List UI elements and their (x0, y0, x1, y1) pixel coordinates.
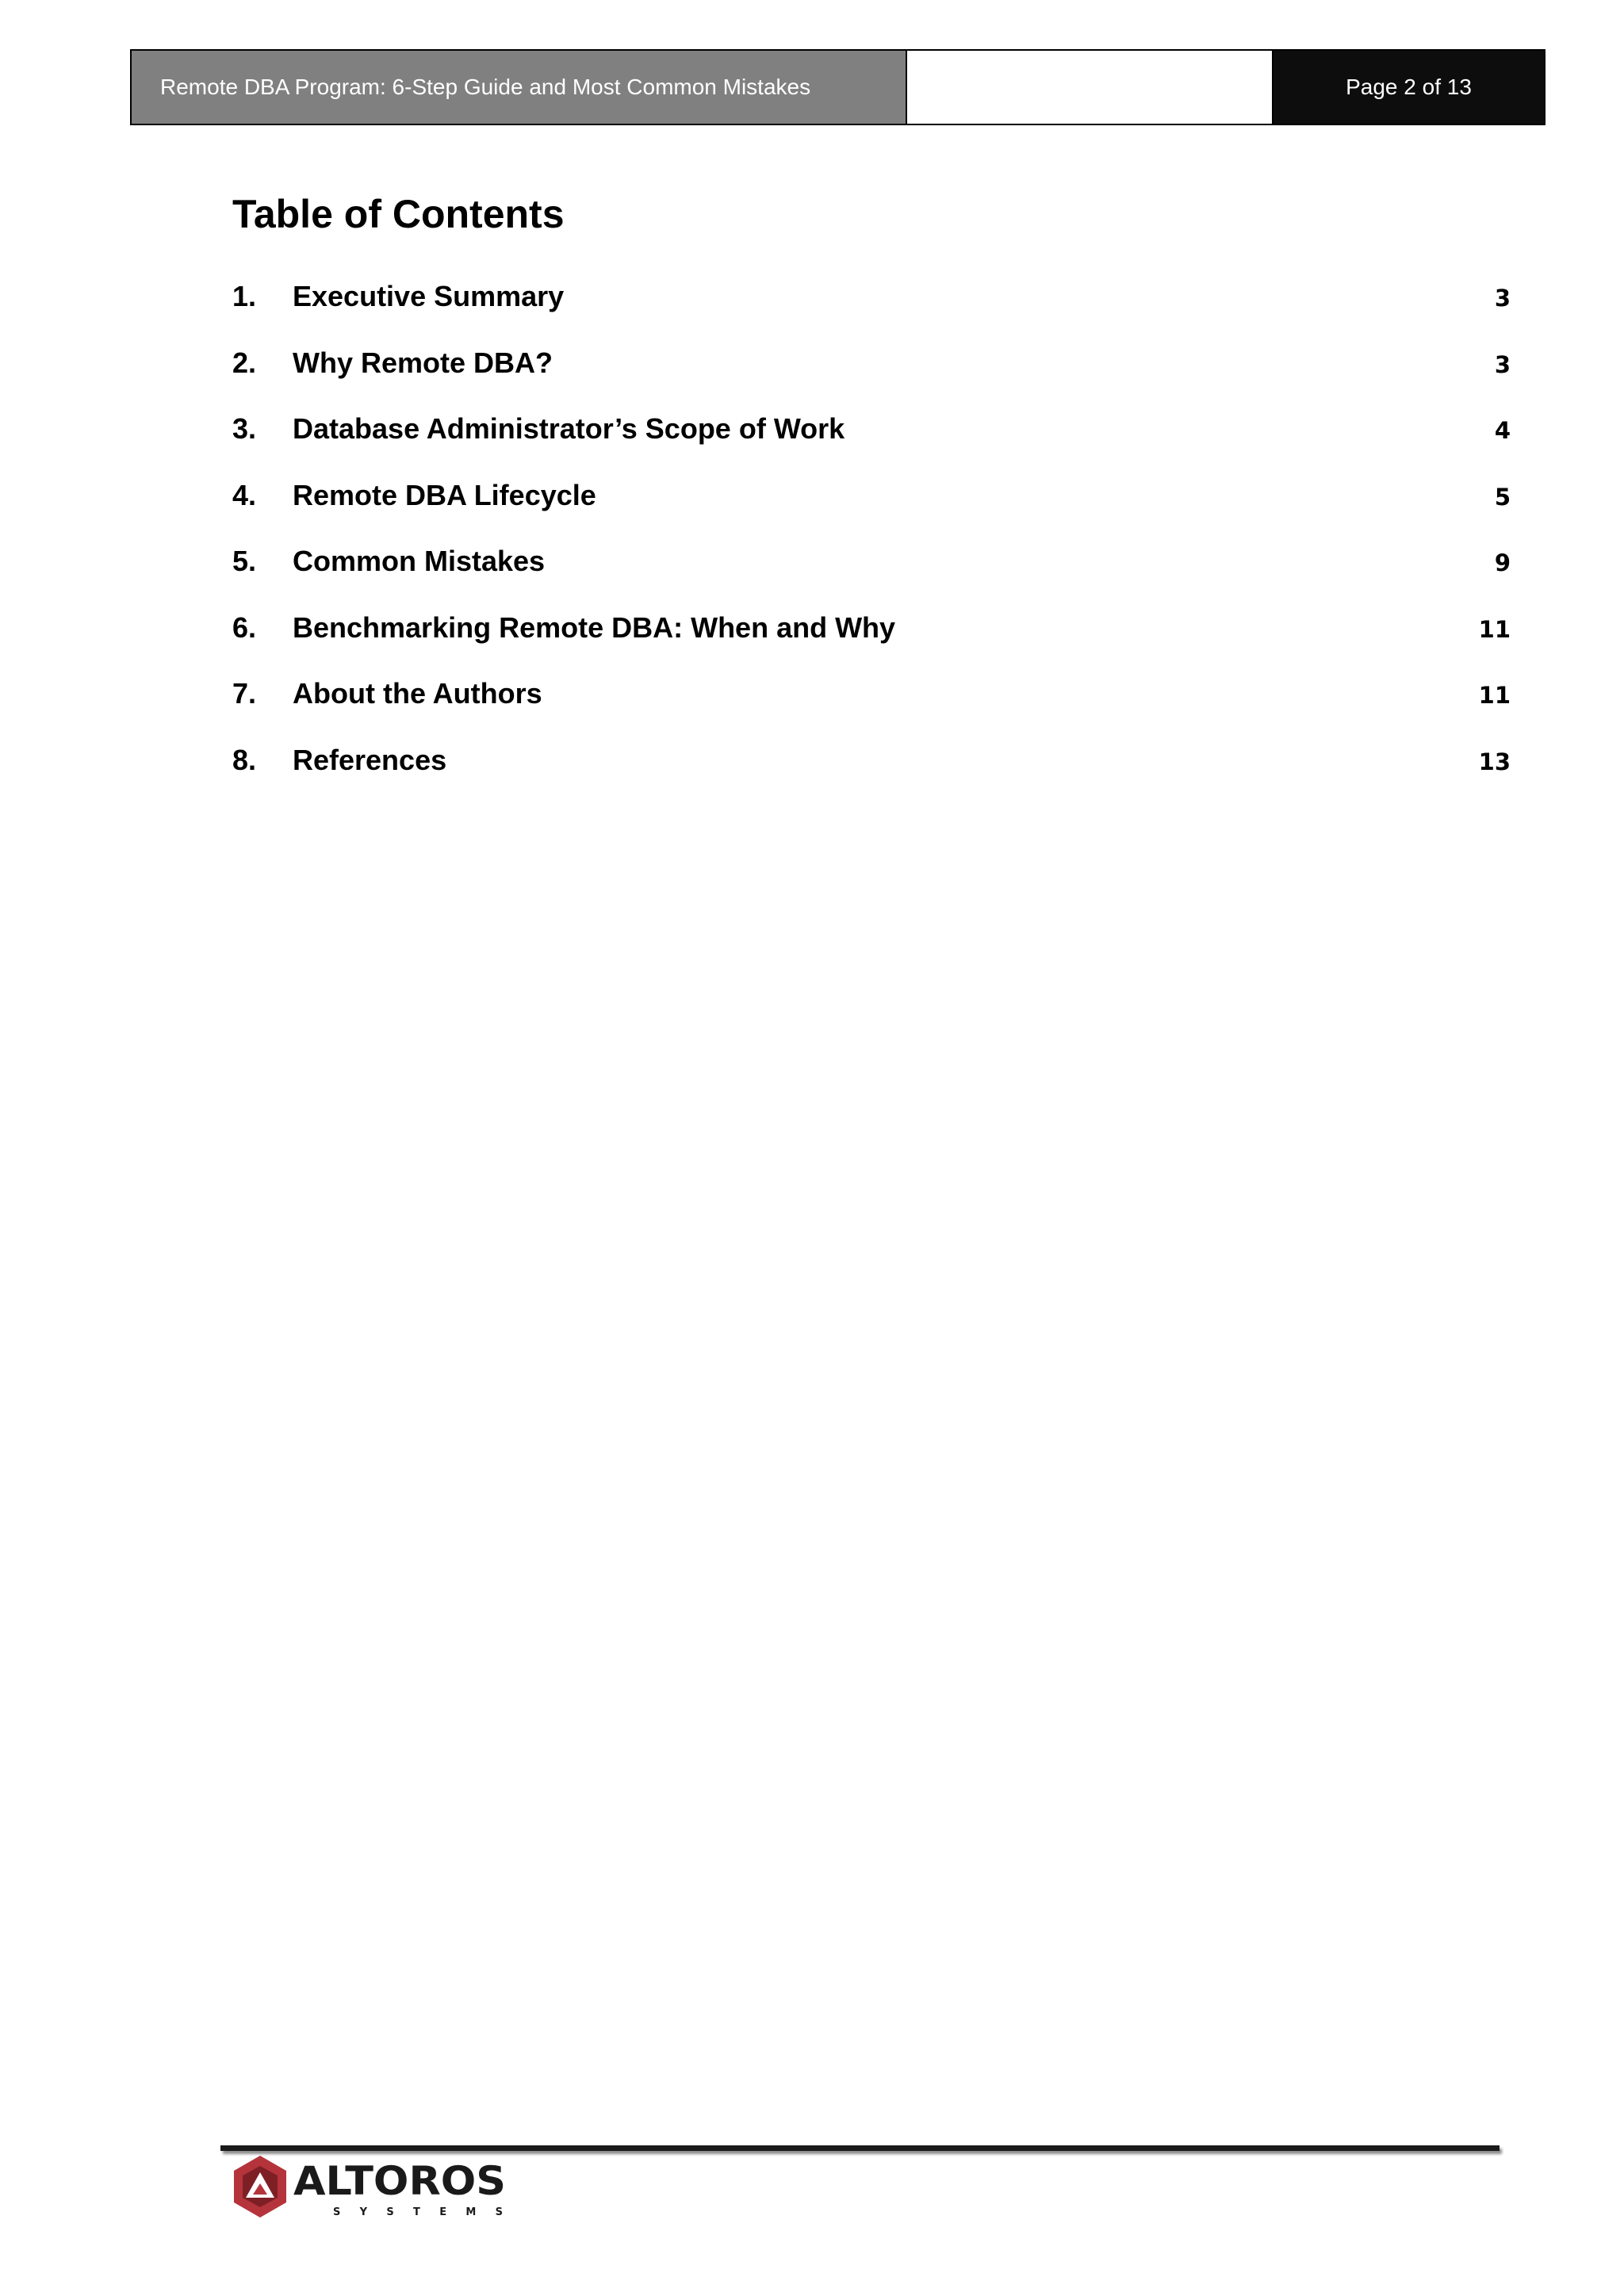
page-number: Page 2 of 13 (1274, 51, 1544, 124)
toc-entry[interactable] (232, 541, 1511, 607)
toc-entry[interactable] (232, 342, 1511, 409)
toc-entry-title: Remote DBA Lifecycle (293, 478, 596, 511)
page-header (130, 49, 1545, 125)
toc-entry-title: References (293, 743, 447, 776)
logo-subtext: S Y S T E M S (333, 2206, 503, 2218)
toc-entry-title: About the Authors (293, 677, 542, 710)
toc-entry-number: 6. (232, 610, 257, 644)
toc-entry-page: 11 (1478, 615, 1511, 643)
toc-entry-title: Common Mistakes (293, 545, 546, 577)
toc-entry-number: 3. (232, 412, 257, 445)
toc-entry-number: 5. (232, 545, 257, 577)
toc-entry-title: Why Remote DBA? (293, 346, 553, 379)
toc-entry[interactable] (232, 276, 1511, 342)
toc-entry-page: 9 (1494, 549, 1511, 576)
toc-entry-number: 4. (232, 478, 257, 511)
toc-entry-page: 5 (1494, 483, 1511, 511)
toc-entry-number: 1. (232, 280, 257, 312)
toc-entry-title: Benchmarking Remote DBA: When and Why (293, 610, 896, 644)
toc-entry-page: 11 (1478, 682, 1511, 709)
toc-entry-page: 4 (1494, 417, 1511, 444)
logo-wordmark: ALTOROS (293, 2158, 506, 2204)
toc-entry[interactable] (232, 408, 1511, 475)
toc-entry-page: 3 (1494, 285, 1511, 312)
toc-entry[interactable] (232, 673, 1511, 740)
toc-entry-title: Database Administrator’s Scope of Work (293, 412, 845, 445)
toc-list (232, 276, 1511, 806)
footer-rule (220, 2145, 1500, 2151)
altoros-logo (230, 2153, 579, 2225)
toc-heading: Table of Contents (232, 192, 565, 236)
document-title: Remote DBA Program: 6-Step Guide and Most Common Mistakes (132, 51, 907, 124)
toc-entry-page: 3 (1494, 350, 1511, 378)
toc-entry[interactable] (232, 740, 1511, 806)
altoros-logo-icon (234, 2156, 286, 2218)
toc-entry-number: 7. (232, 677, 257, 710)
toc-entry-number: 8. (232, 743, 257, 776)
header-spacer (907, 51, 1274, 124)
toc-entry[interactable] (232, 607, 1511, 674)
toc-entry-title: Executive Summary (293, 280, 565, 312)
toc-entry[interactable] (232, 475, 1511, 541)
toc-entry-number: 2. (232, 346, 257, 379)
toc-entry-page: 13 (1478, 748, 1511, 775)
